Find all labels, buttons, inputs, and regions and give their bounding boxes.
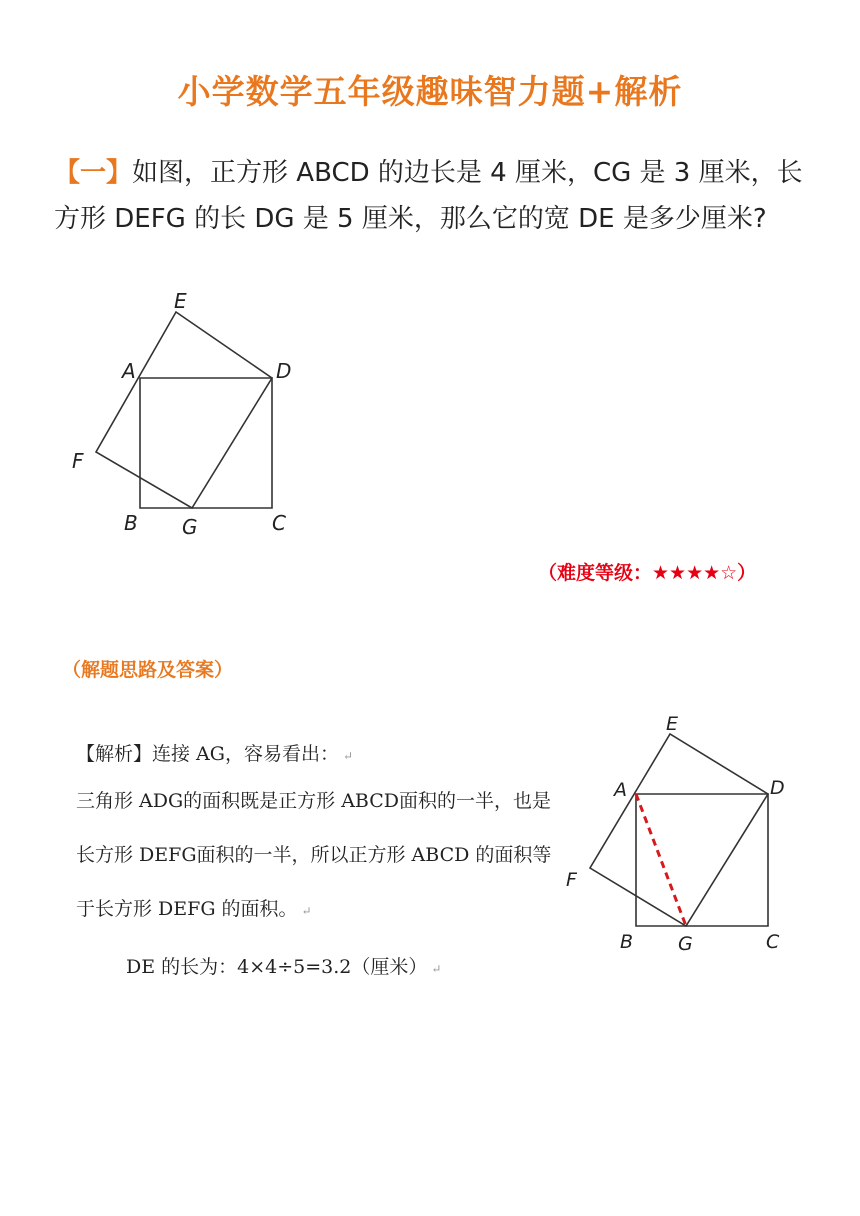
solution-body: 三角形 ADG的面积既是正方形 ABCD面积的一半，也是长方形 DEFG面积的一半，所以正方形 ABCD 的面积等于长方形 DEFG 的面积。: [76, 790, 552, 920]
problem-text: [54, 150, 814, 242]
dashed-line-ag: [636, 794, 686, 926]
solution-text: [76, 734, 556, 996]
label-a: A: [614, 779, 627, 801]
label-a: A: [122, 359, 136, 383]
page-title: 小学数学五年级趣味智力题+解析: [177, 72, 683, 111]
label-c: C: [766, 931, 780, 953]
problem-statement: 如图，正方形 ABCD 的边长是 4 厘米，CG 是 3 厘米，长方形 DEFG 的长 DG 是 5 厘米，那么它的宽 DE 是多少厘米?: [54, 158, 803, 234]
label-d: D: [770, 777, 785, 799]
rectangle-defg: [590, 734, 768, 926]
rectangle-defg: [96, 312, 272, 508]
solution-result: DE 的长为：4×4÷5=3.2（厘米）: [126, 956, 428, 978]
label-g: G: [678, 933, 693, 955]
problem-figure: [60, 290, 320, 550]
solution-line-1: 【解析】连接 AG，容易看出：: [76, 743, 339, 765]
label-b: B: [124, 511, 138, 535]
label-g: G: [182, 515, 198, 539]
answer-label: （解题思路及答案）: [62, 659, 234, 681]
return-mark-icon: ↵: [431, 962, 442, 976]
square-abcd: [636, 794, 768, 926]
label-b: B: [620, 931, 634, 953]
label-f: F: [566, 869, 577, 891]
label-e: E: [666, 713, 679, 735]
label-d: D: [276, 359, 292, 383]
return-mark-icon: ↵: [342, 749, 354, 763]
return-mark-icon: ↵: [301, 904, 312, 918]
difficulty-rating: （难度等级：★★★★☆）: [538, 562, 757, 584]
label-f: F: [72, 449, 84, 473]
solution-figure: [560, 708, 800, 960]
label-e: E: [174, 290, 187, 313]
problem-number: 【一】: [54, 158, 133, 188]
label-c: C: [272, 511, 286, 535]
